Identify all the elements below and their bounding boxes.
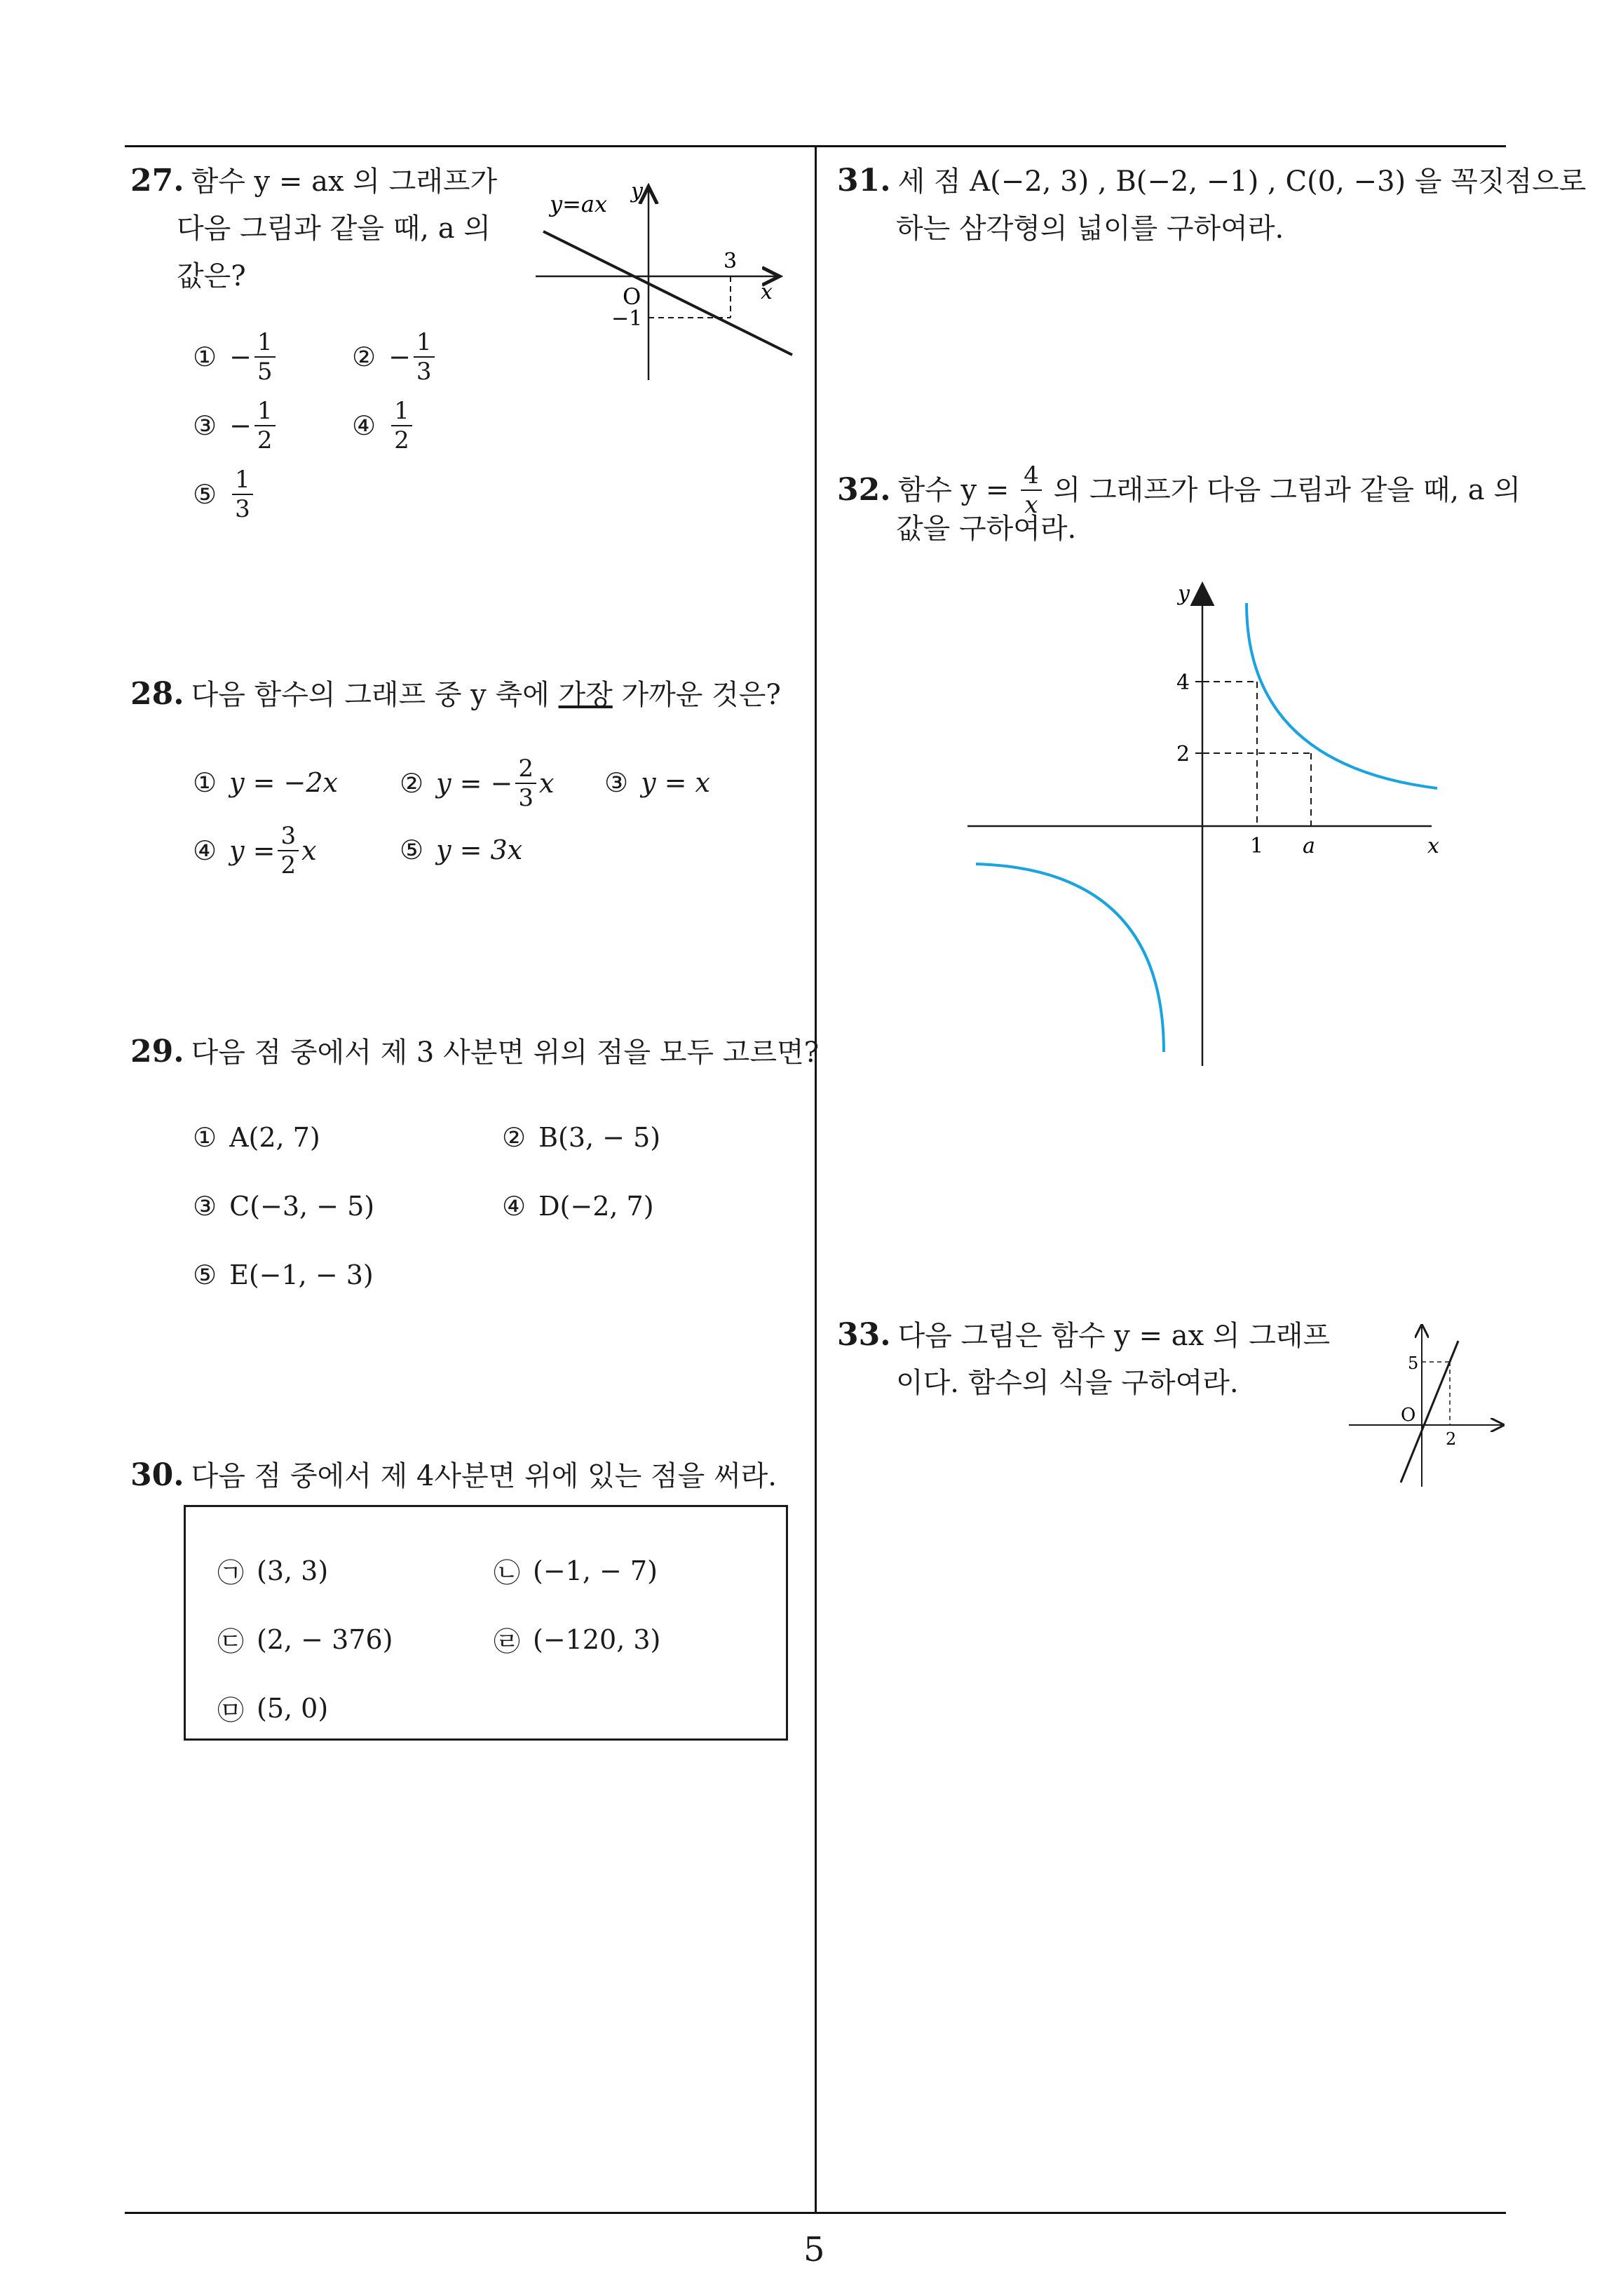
q33-graph: [1346, 1318, 1507, 1494]
q32-tick-x2: a: [1303, 834, 1315, 858]
q32-line2: 값을 구하여라.: [896, 513, 1077, 545]
q27-choice-5-mark: ⑤: [193, 479, 217, 510]
q33-origin-label: O: [1401, 1405, 1416, 1426]
column-divider: [815, 145, 817, 2214]
q30-item-2-mark: ㉡: [494, 1558, 521, 1588]
q30-question: [130, 1452, 777, 1500]
q32-tick-y1: 4: [1176, 670, 1190, 695]
q32-x-label: x: [1427, 834, 1439, 858]
q27-choice-1-num: 1: [254, 328, 276, 358]
q27-choice-1-mark: ①: [193, 342, 217, 372]
q27-choice-2[interactable]: [352, 328, 437, 386]
q28-choice-2-pre: y = −: [436, 768, 513, 799]
q27-choice-1[interactable]: [193, 328, 278, 386]
q29-choice-3[interactable]: [193, 1191, 374, 1222]
q27-choice-3-mark: ③: [193, 410, 217, 441]
q31-line2: 하는 삼각형의 넓이를 구하여라.: [896, 212, 1284, 245]
q27-choice-4-frac: [391, 397, 412, 454]
bottom-rule: [125, 2212, 1506, 2214]
q32-graph: [953, 575, 1458, 1080]
q27-choice-3[interactable]: [193, 397, 278, 454]
q29-question: [130, 1028, 819, 1076]
q29-choice-4[interactable]: [502, 1191, 654, 1222]
q27-line3: 값은?: [177, 260, 246, 292]
q30-item-5-mark: ㉤: [217, 1695, 245, 1726]
q28-choice-4-post: x: [301, 835, 317, 866]
q28-choice-2-den: 3: [518, 784, 534, 812]
q27-choice-4-den: 2: [394, 426, 409, 454]
q29-choice-5[interactable]: [193, 1260, 374, 1290]
q29-choice-1-text: A(2, 7): [229, 1122, 320, 1153]
q28-choice-3[interactable]: [604, 767, 710, 798]
q32-tick-y2: 2: [1176, 742, 1190, 767]
q28-question: [130, 670, 781, 719]
q30-text: 다음 점 중에서 제 4사분면 위에 있는 점을 써라.: [191, 1460, 777, 1492]
q29-choice-1-mark: ①: [193, 1122, 217, 1153]
q28-text-underlined: 가장: [558, 679, 613, 711]
q30-item-2: [494, 1551, 658, 1590]
q28-choice-5-mark: ⑤: [400, 835, 424, 865]
q32-curve-q1: [1247, 603, 1437, 788]
q28-choice-2-frac: [515, 755, 536, 812]
q29-choice-4-text: D(−2, 7): [538, 1191, 654, 1222]
q31-text-1: 세 점 A(−2, 3) , B(−2, −1) , C(0, −3) 을 꼭짓점으로: [897, 166, 1587, 198]
q33-line2: 이다. 함수의 식을 구하여라.: [896, 1367, 1239, 1399]
q29-choice-5-mark: ⑤: [193, 1260, 217, 1290]
q29-choice-2-text: B(3, − 5): [538, 1122, 661, 1153]
q28-choice-2-num: 2: [515, 755, 536, 784]
q33-number: 33.: [837, 1317, 891, 1353]
q31-line1: [837, 157, 1586, 205]
q28-choice-3-mark: ③: [604, 767, 629, 798]
q27-choice-2-den: 3: [416, 358, 432, 386]
q29-choice-3-mark: ③: [193, 1191, 217, 1222]
q28-choice-4-num: 3: [278, 822, 299, 851]
q30-item-4-mark: ㉣: [494, 1626, 521, 1657]
q29-choice-3-text: C(−3, − 5): [229, 1191, 375, 1222]
q27-choice-4-mark: ④: [352, 410, 376, 441]
q28-choice-1-mark: ①: [193, 767, 217, 798]
q27-origin-label: O: [623, 283, 641, 310]
q28-choice-5-text: y = 3x: [436, 835, 523, 865]
q28-choice-5[interactable]: [400, 835, 522, 865]
q30-item-5: [217, 1689, 328, 1727]
q30-item-1-mark: ㉠: [217, 1558, 245, 1588]
q32-frac-den: x: [1024, 491, 1038, 519]
q27-choice-4[interactable]: [352, 397, 415, 454]
q28-choice-4-pre: y =: [229, 835, 276, 866]
q27-line-label: y=ax: [550, 191, 608, 217]
q27-choice-3-frac: [254, 397, 276, 454]
q28-number: 28.: [130, 676, 184, 712]
q27-x-tick: 3: [724, 249, 738, 274]
q29-text: 다음 점 중에서 제 3 사분면 위의 점을 모두 고르면?: [191, 1036, 820, 1069]
q32-tick-x1: 1: [1250, 834, 1264, 858]
q28-choice-4[interactable]: [193, 822, 317, 879]
q28-text-after: 가까운 것은?: [612, 679, 781, 711]
q28-choice-4-frac: [278, 822, 299, 879]
q27-line1: [130, 157, 497, 205]
q28-choice-2-post: x: [539, 768, 555, 799]
q27-choice-2-mark: ②: [352, 342, 376, 372]
q32-number: 32.: [837, 472, 891, 508]
q30-item-4: [494, 1620, 660, 1659]
q27-text-1: 함수 y = ax 의 그래프가: [191, 166, 498, 198]
q33-x-tick: 2: [1446, 1429, 1457, 1449]
q30-item-1-text: (3, 3): [257, 1555, 329, 1586]
q27-choice-5[interactable]: [193, 466, 256, 523]
q30-number: 30.: [130, 1457, 184, 1493]
q27-choice-5-frac: [232, 466, 253, 523]
q32-text-post: 의 그래프가 다음 그림과 같을 때, a 의: [1044, 474, 1521, 506]
q30-item-3-mark: ㉢: [217, 1626, 245, 1657]
q28-choice-2-mark: ②: [400, 768, 424, 799]
q27-choice-2-frac: [414, 328, 435, 386]
q27-choice-2-num: 1: [414, 328, 435, 358]
q27-choice-2-sign: −: [388, 342, 411, 372]
q29-choice-5-text: E(−1, − 3): [229, 1260, 374, 1290]
q32-frac-num: 4: [1021, 461, 1042, 491]
q27-choice-1-den: 5: [257, 358, 273, 386]
q27-graph: [533, 175, 799, 386]
q30-item-1: [217, 1551, 328, 1590]
q27-choice-3-num: 1: [254, 397, 276, 426]
q27-choice-1-sign: −: [229, 342, 252, 372]
q31-number: 31.: [837, 163, 891, 198]
q27-y-label: y: [631, 179, 643, 203]
q28-choice-4-mark: ④: [193, 835, 217, 866]
q27-x-label: x: [761, 280, 773, 304]
q30-item-5-text: (5, 0): [257, 1692, 329, 1724]
q27-y-tick: −1: [611, 306, 643, 331]
q27-choice-4-num: 1: [391, 397, 412, 426]
q29-number: 29.: [130, 1034, 184, 1069]
q28-choice-1-text: y = −2x: [229, 767, 338, 798]
q30-item-2-text: (−1, − 7): [533, 1555, 658, 1586]
q29-choice-1[interactable]: [193, 1122, 320, 1153]
q27-number: 27.: [130, 163, 184, 198]
q29-choice-2-mark: ②: [502, 1122, 527, 1153]
q32-curve-q3: [976, 864, 1164, 1052]
q29-choice-2[interactable]: [502, 1122, 660, 1153]
q33-y-tick: 5: [1408, 1353, 1419, 1373]
q32-y-label: y: [1178, 581, 1190, 606]
page-number: 5: [803, 2230, 825, 2269]
q27-function-line: [543, 231, 792, 355]
q27-choice-3-sign: −: [229, 410, 252, 441]
q27-choice-1-frac: [254, 328, 276, 386]
q27-choice-5-den: 3: [235, 495, 250, 523]
q30-item-4-text: (−120, 3): [533, 1623, 661, 1655]
q28-choice-4-den: 2: [280, 851, 297, 879]
q28-text-before: 다음 함수의 그래프 중 y 축에: [191, 679, 559, 711]
q33-text-1: 다음 그림은 함수 y = ax 의 그래프: [897, 1320, 1331, 1352]
q28-choice-2[interactable]: [400, 755, 554, 812]
q33-line1: [837, 1311, 1330, 1360]
q32-text-pre: 함수 y =: [897, 474, 1019, 506]
q27-line2: 다음 그림과 같을 때, a 의: [177, 212, 491, 245]
q29-choice-4-mark: ④: [502, 1191, 527, 1222]
q28-choice-1[interactable]: [193, 767, 338, 798]
q30-item-3-text: (2, − 376): [257, 1623, 393, 1655]
q30-item-3: [217, 1620, 393, 1659]
q28-choice-3-text: y = x: [641, 767, 710, 798]
q27-choice-5-num: 1: [232, 466, 253, 495]
q27-choice-3-den: 2: [257, 426, 273, 454]
